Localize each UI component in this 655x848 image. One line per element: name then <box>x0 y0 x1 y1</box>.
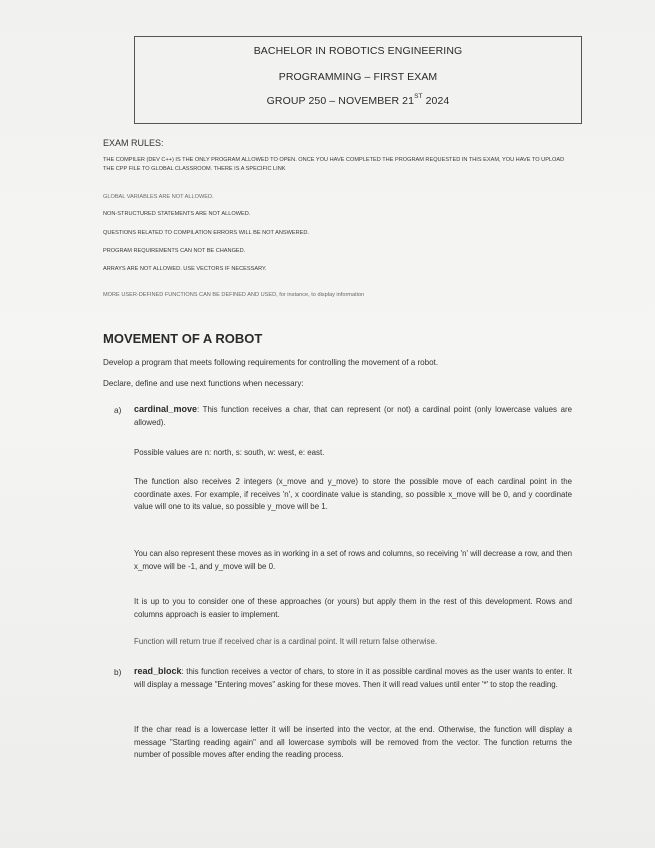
rule-global-variables: GLOBAL VARIABLES ARE NOT ALLOWED. <box>103 194 214 200</box>
rule-arrays: ARRAYS ARE NOT ALLOWED. USE VECTORS IF NECESSARY. <box>103 266 267 272</box>
item-a-rows-columns: You can also represent these moves as in working in a set of rows and columns, so receiving 'n' will decrease a row, and then x_move will be -1, and y_move will be 0. <box>134 549 572 571</box>
item-a-label: a) <box>114 405 122 415</box>
group-date: GROUP 250 – NOVEMBER 21ST 2024 <box>266 93 450 107</box>
exam-header-box <box>134 36 582 124</box>
rule-compiler: THE COMPILER (DEV C++) IS THE ONLY PROGRAM ALLOWED TO OPEN. ONCE YOU HAVE COMPLETED THE PROGRAM REQUESTED IN THIS EXAM, YOU HAVE TO UPLOAD THE CPP FILE TO GLOBAL CLASSROOM. THERE IS A SPECIFIC LINK <box>103 157 565 172</box>
exam-rules-title: EXAM RULES: <box>103 138 164 148</box>
degree-title: BACHELOR IN ROBOTICS ENGINEERING <box>253 45 463 57</box>
item-a-coordinates: The function also receives 2 integers (x_move and y_move) to store the possible move of each cardinal point in the coordinate axes. For example, if receives 'n', x coordinate value is standing, so possible x_move will be 0, and y coordinate value will one to its value, so possible y_move will be 1. <box>134 477 572 511</box>
rule-compilation-errors: QUESTIONS RELATED TO COMPILATION ERRORS WILL BE NOT ANSWERED. <box>103 230 309 236</box>
section-instructions: Declare, define and use next functions when necessary: <box>103 379 304 388</box>
item-a-possible-values: Possible values are n: north, s: south, w: west, e: east. <box>134 448 325 457</box>
function-name: read_block <box>134 666 182 676</box>
item-a-description: cardinal_move: This function receives a char, that can represent (or not) a cardinal point (only lowercase values are allowed). <box>134 404 572 427</box>
course-title: PROGRAMMING – FIRST EXAM <box>278 71 438 83</box>
rule-requirements: PROGRAM REQUIREMENTS CAN NOT BE CHANGED. <box>103 248 246 254</box>
item-b-label: b) <box>114 667 122 677</box>
rule-non-structured: NON-STRUCTURED STATEMENTS ARE NOT ALLOWED. <box>103 211 251 217</box>
section-intro: Develop a program that meets following requirements for controlling the movement of a robot. <box>103 358 439 367</box>
section-title: MOVEMENT OF A ROBOT <box>103 331 263 346</box>
item-a-return: Function will return true if received char is a cardinal point. It will return false otherwise. <box>134 637 438 646</box>
item-b-lowercase-rule: If the char read is a lowercase letter it will be inserted into the vector, at the end. Otherwise, the function will display a message "Starting reading again" and all lowercase symbols will be removed from the vector. The function returns the number of possible moves after ending the reading process. <box>134 725 572 759</box>
item-a-approach: It is up to you to consider one of these approaches (or yours) but apply them in the rest of this development. Rows and columns approach is easier to implement. <box>134 597 572 619</box>
rule-user-functions: MORE USER-DEFINED FUNCTIONS CAN BE DEFINED AND USED, for instance, to display information <box>103 292 365 298</box>
item-b-description: read_block: this function receives a vector of chars, to store in it as possible cardinal moves as the user wants to enter. It will display a message "Entering moves" asking for these moves. Then it will read values until enter '*' to stop the reading. <box>134 666 572 689</box>
function-name: cardinal_move <box>134 404 198 414</box>
